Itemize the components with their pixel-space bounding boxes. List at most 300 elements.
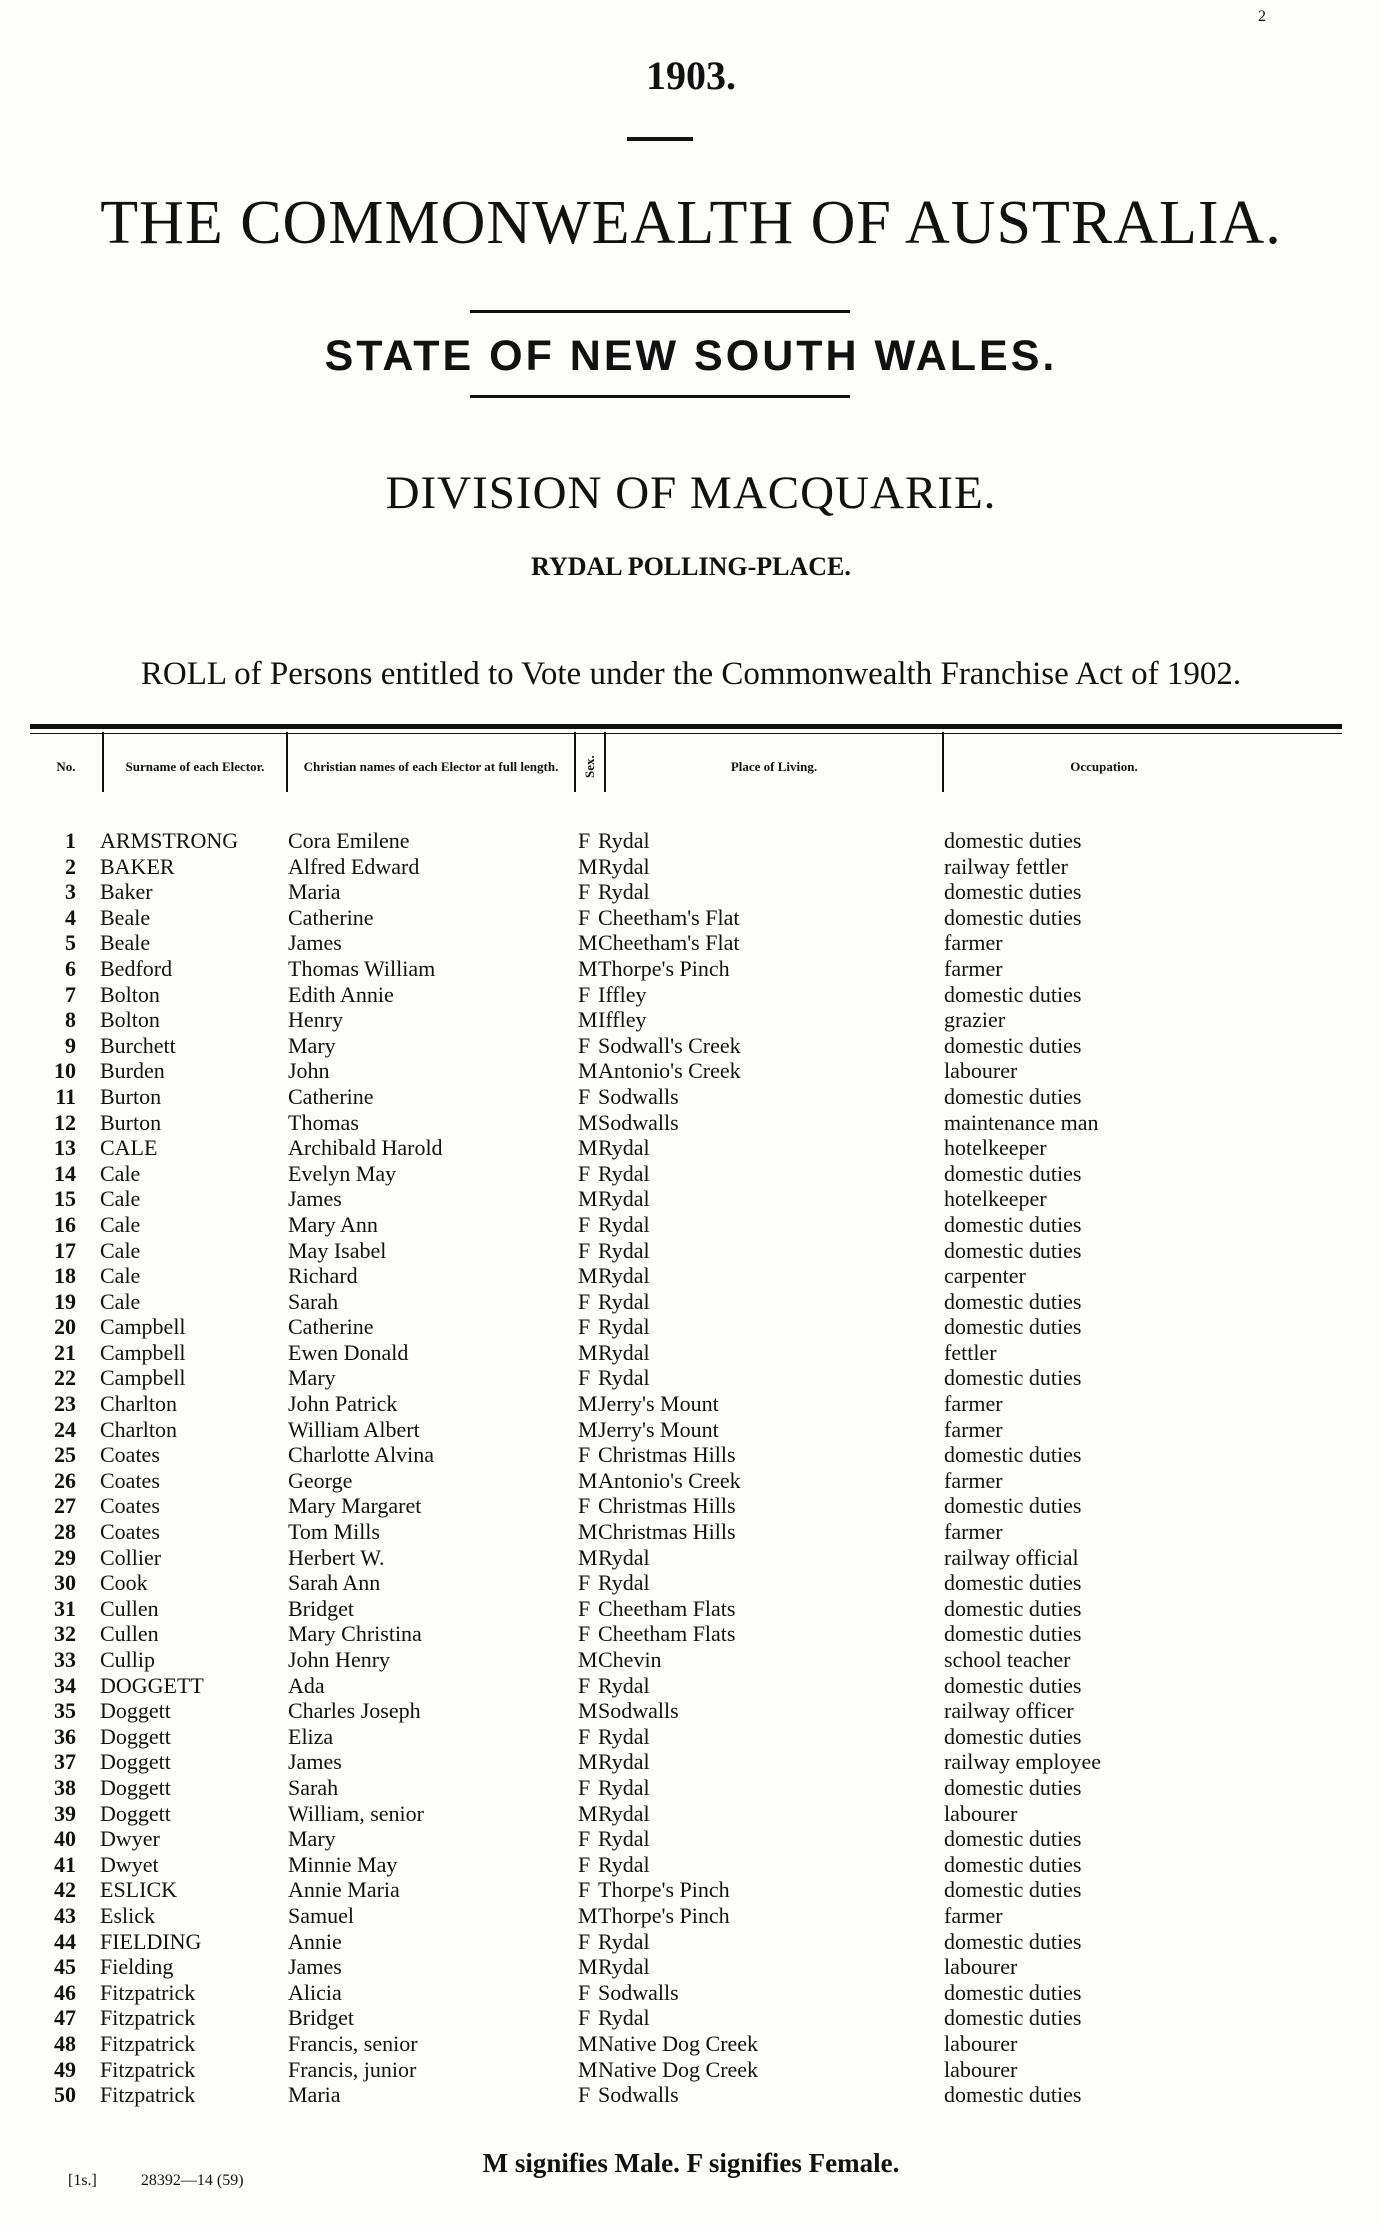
row-occupation: labourer: [944, 2056, 1018, 2082]
col-header-christian: Christian names of each Elector at full length.: [303, 759, 559, 774]
row-sex: F: [578, 1288, 591, 1314]
row-christian-names: May Isabel: [288, 1237, 387, 1263]
row-christian-names: John Patrick: [288, 1391, 398, 1417]
row-christian-names: Minnie May: [288, 1851, 398, 1877]
row-surname: Bolton: [100, 981, 160, 1007]
row-christian-names: Bridget: [288, 2005, 354, 2031]
row-place-of-living: Christmas Hills: [598, 1493, 736, 1519]
row-sex: M: [578, 1749, 598, 1775]
row-occupation: railway officer: [944, 1698, 1074, 1724]
row-sex: F: [578, 1442, 591, 1468]
row-surname: Dwyet: [100, 1851, 159, 1877]
row-number: 49: [54, 2056, 76, 2082]
row-place-of-living: Rydal: [598, 1800, 650, 1826]
row-surname: Cale: [100, 1263, 141, 1289]
table-row: [30, 1852, 1350, 1878]
row-surname: Cullen: [100, 1621, 159, 1647]
row-sex: M: [578, 853, 598, 879]
col-header-sex: Sex.: [582, 755, 597, 779]
row-place-of-living: Rydal: [598, 1723, 650, 1749]
row-place-of-living: Antonio's Creek: [598, 1058, 741, 1084]
row-occupation: domestic duties: [944, 1211, 1082, 1237]
row-occupation: domestic duties: [944, 1365, 1082, 1391]
row-occupation: labourer: [944, 2030, 1018, 2056]
row-occupation: farmer: [944, 1467, 1003, 1493]
year-heading: 1903.: [646, 53, 736, 98]
row-sex: M: [578, 930, 598, 956]
row-surname: ARMSTRONG: [100, 828, 239, 853]
table-row: [30, 1724, 1350, 1750]
row-occupation: domestic duties: [944, 1083, 1082, 1109]
row-place-of-living: Thorpe's Pinch: [598, 1902, 730, 1928]
row-number: 41: [54, 1851, 76, 1877]
row-christian-names: William Albert: [288, 1416, 420, 1442]
row-christian-names: Mary: [288, 1365, 336, 1391]
row-occupation: maintenance man: [944, 1109, 1099, 1135]
row-sex: M: [578, 2030, 598, 2056]
row-surname: Fielding: [100, 1954, 174, 1980]
row-occupation: domestic duties: [944, 1774, 1082, 1800]
row-number: 9: [65, 1032, 76, 1058]
row-surname: Burton: [100, 1083, 162, 1109]
table-row: [30, 2005, 1350, 2031]
row-surname: Campbell: [100, 1314, 186, 1340]
row-surname: FIELDING: [100, 1928, 202, 1954]
divider-rule: [470, 395, 850, 398]
row-number: 29: [54, 1544, 76, 1570]
row-sex: F: [578, 879, 591, 905]
table-row: [30, 2031, 1350, 2057]
row-occupation: domestic duties: [944, 879, 1082, 905]
divider-dash: [627, 137, 693, 141]
row-sex: M: [578, 1391, 598, 1417]
row-occupation: school teacher: [944, 1647, 1071, 1672]
row-occupation: domestic duties: [944, 1672, 1082, 1698]
row-occupation: domestic duties: [944, 981, 1082, 1007]
row-number: 4: [65, 904, 76, 930]
row-christian-names: James: [288, 1954, 342, 1980]
table-row: [30, 982, 1350, 1008]
row-christian-names: Sarah: [288, 1288, 339, 1314]
row-christian-names: Maria: [288, 879, 341, 905]
row-place-of-living: Rydal: [598, 1570, 650, 1596]
table-row: [30, 1519, 1350, 1545]
row-sex: F: [578, 1672, 591, 1698]
row-place-of-living: Rydal: [598, 1211, 650, 1237]
row-sex: F: [578, 981, 591, 1007]
row-christian-names: Eliza: [288, 1723, 334, 1749]
row-sex: M: [578, 1007, 598, 1033]
row-surname: Cook: [100, 1570, 148, 1596]
row-number: 39: [54, 1800, 76, 1826]
row-number: 26: [54, 1467, 76, 1493]
row-occupation: railway fettler: [944, 853, 1068, 879]
row-sex: F: [578, 1851, 591, 1877]
row-occupation: domestic duties: [944, 1621, 1082, 1647]
table-row: [30, 905, 1350, 931]
row-number: 5: [65, 930, 76, 956]
row-place-of-living: Thorpe's Pinch: [598, 1877, 730, 1903]
row-surname: Campbell: [100, 1339, 186, 1365]
row-christian-names: Alicia: [288, 1979, 342, 2005]
row-sex: F: [578, 1826, 591, 1852]
table-row: [30, 1289, 1350, 1315]
row-surname: Coates: [100, 1467, 160, 1493]
row-number: 31: [54, 1595, 76, 1621]
row-occupation: domestic duties: [944, 1851, 1082, 1877]
row-surname: ESLICK: [100, 1877, 177, 1903]
row-number: 11: [55, 1083, 76, 1109]
row-number: 7: [65, 981, 76, 1007]
row-place-of-living: Native Dog Creek: [598, 2030, 759, 2056]
row-sex: M: [578, 1416, 598, 1442]
row-sex: F: [578, 1032, 591, 1058]
row-number: 46: [54, 1979, 76, 2005]
row-place-of-living: Rydal: [598, 1237, 650, 1263]
row-surname: Bolton: [100, 1007, 160, 1033]
row-sex: M: [578, 1902, 598, 1928]
row-christian-names: Mary Christina: [288, 1621, 422, 1647]
row-sex: F: [578, 1877, 591, 1903]
table-row: [30, 2082, 1350, 2108]
table-row: [30, 1903, 1350, 1929]
row-christian-names: George: [288, 1467, 353, 1493]
row-place-of-living: Rydal: [598, 1672, 650, 1698]
state-heading: STATE OF NEW SOUTH WALES.: [324, 332, 1058, 380]
table-row: [30, 1596, 1350, 1622]
electoral-roll-table: [30, 828, 1350, 2108]
row-place-of-living: Rydal: [598, 879, 650, 905]
row-sex: F: [578, 1774, 591, 1800]
row-number: 21: [54, 1339, 76, 1365]
row-number: 17: [54, 1237, 76, 1263]
row-christian-names: James: [288, 1186, 342, 1212]
row-occupation: farmer: [944, 955, 1003, 981]
row-number: 34: [54, 1672, 76, 1698]
table-row: [30, 1545, 1350, 1571]
row-sex: M: [578, 1954, 598, 1980]
row-occupation: labourer: [944, 1800, 1018, 1826]
row-christian-names: James: [288, 930, 342, 956]
table-row: [30, 1391, 1350, 1417]
row-place-of-living: Rydal: [598, 1186, 650, 1212]
row-place-of-living: Rydal: [598, 1749, 650, 1775]
divider-rule: [470, 310, 850, 313]
table-row: [30, 956, 1350, 982]
row-sex: F: [578, 1237, 591, 1263]
table-row: [30, 1954, 1350, 1980]
row-place-of-living: Cheetham's Flat: [598, 930, 740, 956]
row-place-of-living: Iffley: [598, 1007, 647, 1033]
row-number: 30: [54, 1570, 76, 1596]
row-number: 28: [54, 1519, 76, 1545]
row-sex: F: [578, 1723, 591, 1749]
row-christian-names: Mary Ann: [288, 1211, 378, 1237]
row-occupation: domestic duties: [944, 1288, 1082, 1314]
row-christian-names: William, senior: [288, 1800, 424, 1826]
row-surname: Eslick: [100, 1902, 155, 1928]
row-sex: M: [578, 1467, 598, 1493]
row-christian-names: Samuel: [288, 1902, 354, 1928]
row-sex: M: [578, 1339, 598, 1365]
row-occupation: grazier: [944, 1007, 1006, 1033]
row-occupation: domestic duties: [944, 1979, 1082, 2005]
row-sex: F: [578, 904, 591, 930]
row-occupation: fettler: [944, 1339, 997, 1365]
row-occupation: domestic duties: [944, 1493, 1082, 1519]
table-row: [30, 828, 1350, 854]
row-place-of-living: Antonio's Creek: [598, 1467, 741, 1493]
row-sex: M: [578, 955, 598, 981]
row-surname: Doggett: [100, 1698, 171, 1724]
row-christian-names: Annie Maria: [288, 1877, 400, 1903]
polling-place-heading: RYDAL POLLING-PLACE.: [531, 552, 851, 581]
row-christian-names: Thomas William: [288, 955, 436, 981]
row-place-of-living: Rydal: [598, 2005, 650, 2031]
row-sex: F: [578, 1365, 591, 1391]
row-place-of-living: Rydal: [598, 1288, 650, 1314]
table-row: [30, 1135, 1350, 1161]
table-row: [30, 1929, 1350, 1955]
row-christian-names: Annie: [288, 1928, 342, 1954]
row-christian-names: Bridget: [288, 1595, 354, 1621]
table-row: [30, 930, 1350, 956]
footer-print-ref: 28392—14 (59): [140, 2172, 244, 2189]
row-place-of-living: Sodwalls: [598, 1979, 679, 2005]
row-number: 43: [54, 1902, 76, 1928]
row-number: 45: [54, 1954, 76, 1980]
row-occupation: domestic duties: [944, 1928, 1082, 1954]
row-number: 48: [54, 2030, 76, 2056]
table-row: [30, 1826, 1350, 1852]
row-christian-names: Ada: [288, 1672, 325, 1698]
row-surname: Burchett: [100, 1032, 176, 1058]
row-sex: F: [578, 1621, 591, 1647]
col-header-surname: Surname of each Elector.: [125, 759, 265, 774]
col-header-no: No.: [56, 759, 76, 774]
row-place-of-living: Cheetham's Flat: [598, 904, 740, 930]
table-row: [30, 1340, 1350, 1366]
sex-legend: M signifies Male. F signifies Female.: [482, 2148, 900, 2178]
table-row: [30, 1110, 1350, 1136]
row-place-of-living: Sodwalls: [598, 1083, 679, 1109]
row-sex: M: [578, 1135, 598, 1161]
row-sex: F: [578, 2082, 591, 2108]
row-surname: Beale: [100, 904, 151, 930]
row-christian-names: Francis, junior: [288, 2056, 417, 2082]
table-row: [30, 1314, 1350, 1340]
row-number: 50: [54, 2082, 76, 2108]
row-surname: Coates: [100, 1442, 160, 1468]
row-number: 8: [65, 1007, 76, 1033]
table-row: [30, 1417, 1350, 1443]
table-row: [30, 1212, 1350, 1238]
footer: [68, 2172, 284, 2190]
row-number: 47: [54, 2005, 76, 2031]
row-occupation: domestic duties: [944, 1723, 1082, 1749]
row-sex: F: [578, 1160, 591, 1186]
row-surname: Campbell: [100, 1365, 186, 1391]
table-row: [30, 1033, 1350, 1059]
row-christian-names: Catherine: [288, 1083, 374, 1109]
row-christian-names: Catherine: [288, 1314, 374, 1340]
row-sex: F: [578, 1570, 591, 1596]
row-sex: F: [578, 1928, 591, 1954]
row-place-of-living: Rydal: [598, 1826, 650, 1852]
row-christian-names: Charlotte Alvina: [288, 1442, 435, 1468]
row-place-of-living: Rydal: [598, 1135, 650, 1161]
row-number: 12: [54, 1109, 76, 1135]
row-christian-names: Mary: [288, 1826, 336, 1852]
row-christian-names: Mary Margaret: [288, 1493, 422, 1519]
table-row: [30, 854, 1350, 880]
row-occupation: farmer: [944, 1519, 1003, 1545]
row-number: 14: [54, 1160, 76, 1186]
row-occupation: farmer: [944, 1391, 1003, 1417]
row-surname: Fitzpatrick: [100, 2056, 196, 2082]
row-occupation: labourer: [944, 1058, 1018, 1084]
row-surname: BAKER: [100, 853, 175, 879]
table-row: [30, 1468, 1350, 1494]
col-header-place: Place of Living.: [730, 759, 818, 774]
row-number: 20: [54, 1314, 76, 1340]
row-surname: Burden: [100, 1058, 165, 1084]
row-number: 15: [54, 1186, 76, 1212]
row-number: 32: [54, 1621, 76, 1647]
table-row: [30, 1980, 1350, 2006]
row-occupation: domestic duties: [944, 2005, 1082, 2031]
row-place-of-living: Sodwalls: [598, 1109, 679, 1135]
row-place-of-living: Jerry's Mount: [598, 1416, 719, 1442]
row-surname: Coates: [100, 1493, 160, 1519]
row-number: 40: [54, 1826, 76, 1852]
row-christian-names: Charles Joseph: [288, 1698, 421, 1724]
row-number: 16: [54, 1211, 76, 1237]
table-row: [30, 1161, 1350, 1187]
table-row: [30, 1365, 1350, 1391]
row-occupation: railway employee: [944, 1749, 1101, 1775]
row-place-of-living: Sodwalls: [598, 2082, 679, 2108]
row-number: 38: [54, 1774, 76, 1800]
row-occupation: domestic duties: [944, 828, 1082, 853]
row-place-of-living: Jerry's Mount: [598, 1391, 719, 1417]
row-sex: M: [578, 1109, 598, 1135]
row-surname: Fitzpatrick: [100, 2082, 196, 2108]
row-occupation: domestic duties: [944, 1237, 1082, 1263]
row-christian-names: Richard: [288, 1263, 358, 1289]
row-christian-names: Thomas: [288, 1109, 359, 1135]
row-christian-names: Cora Emilene: [288, 828, 410, 853]
row-sex: M: [578, 1647, 598, 1672]
row-sex: M: [578, 1186, 598, 1212]
table-row: [30, 2057, 1350, 2083]
row-surname: Fitzpatrick: [100, 2005, 196, 2031]
table-row: [30, 1621, 1350, 1647]
row-occupation: farmer: [944, 1416, 1003, 1442]
table-row: [30, 1007, 1350, 1033]
table-row: [30, 1775, 1350, 1801]
row-christian-names: Henry: [288, 1007, 343, 1033]
row-sex: F: [578, 1979, 591, 2005]
row-surname: Cale: [100, 1160, 141, 1186]
table-row: [30, 1238, 1350, 1264]
row-surname: Beale: [100, 930, 151, 956]
row-number: 33: [54, 1647, 76, 1672]
row-number: 37: [54, 1749, 76, 1775]
row-occupation: domestic duties: [944, 2082, 1082, 2108]
table-row: [30, 1749, 1350, 1775]
row-christian-names: Maria: [288, 2082, 341, 2108]
row-surname: Bedford: [100, 955, 173, 981]
row-number: 1: [65, 828, 76, 853]
row-number: 42: [54, 1877, 76, 1903]
row-christian-names: Sarah: [288, 1774, 339, 1800]
row-occupation: domestic duties: [944, 1877, 1082, 1903]
row-christian-names: Ewen Donald: [288, 1339, 409, 1365]
row-sex: M: [578, 1058, 598, 1084]
row-number: 23: [54, 1391, 76, 1417]
row-occupation: farmer: [944, 1902, 1003, 1928]
table-row: [30, 1647, 1350, 1673]
table-row: [30, 1698, 1350, 1724]
row-surname: Cale: [100, 1237, 141, 1263]
row-number: 3: [65, 879, 76, 905]
row-occupation: domestic duties: [944, 1442, 1082, 1468]
table-row: [30, 1673, 1350, 1699]
row-sex: M: [578, 2056, 598, 2082]
row-number: 19: [54, 1288, 76, 1314]
row-christian-names: Herbert W.: [288, 1544, 385, 1570]
row-surname: Fitzpatrick: [100, 2030, 196, 2056]
row-place-of-living: Rydal: [598, 853, 650, 879]
row-occupation: domestic duties: [944, 1032, 1082, 1058]
row-number: 24: [54, 1416, 76, 1442]
row-place-of-living: Rydal: [598, 1263, 650, 1289]
row-place-of-living: Christmas Hills: [598, 1519, 736, 1545]
row-place-of-living: Christmas Hills: [598, 1442, 736, 1468]
row-surname: Dwyer: [100, 1826, 160, 1852]
row-number: 6: [65, 955, 76, 981]
row-sex: F: [578, 1083, 591, 1109]
row-surname: Charlton: [100, 1416, 177, 1442]
row-place-of-living: Rydal: [598, 1314, 650, 1340]
table-row: [30, 1263, 1350, 1289]
row-surname: Cale: [100, 1211, 141, 1237]
row-surname: Doggett: [100, 1774, 171, 1800]
row-place-of-living: Rydal: [598, 1160, 650, 1186]
row-surname: CALE: [100, 1135, 158, 1161]
row-occupation: domestic duties: [944, 1160, 1082, 1186]
row-place-of-living: Sodwalls: [598, 1698, 679, 1724]
page-mark: 2: [1258, 8, 1266, 25]
table-row: [30, 879, 1350, 905]
row-number: 10: [54, 1058, 76, 1084]
table-row: [30, 1186, 1350, 1212]
row-surname: Fitzpatrick: [100, 1979, 196, 2005]
table-top-rule-thin: [30, 733, 1342, 734]
row-place-of-living: Rydal: [598, 1365, 650, 1391]
row-surname: Cullen: [100, 1595, 159, 1621]
row-occupation: farmer: [944, 930, 1003, 956]
row-sex: F: [578, 1493, 591, 1519]
row-number: 44: [54, 1928, 76, 1954]
row-place-of-living: Rydal: [598, 1851, 650, 1877]
row-number: 36: [54, 1723, 76, 1749]
row-christian-names: Evelyn May: [288, 1160, 397, 1186]
row-place-of-living: Cheetham Flats: [598, 1621, 736, 1647]
table-row: [30, 1493, 1350, 1519]
row-surname: Doggett: [100, 1800, 171, 1826]
